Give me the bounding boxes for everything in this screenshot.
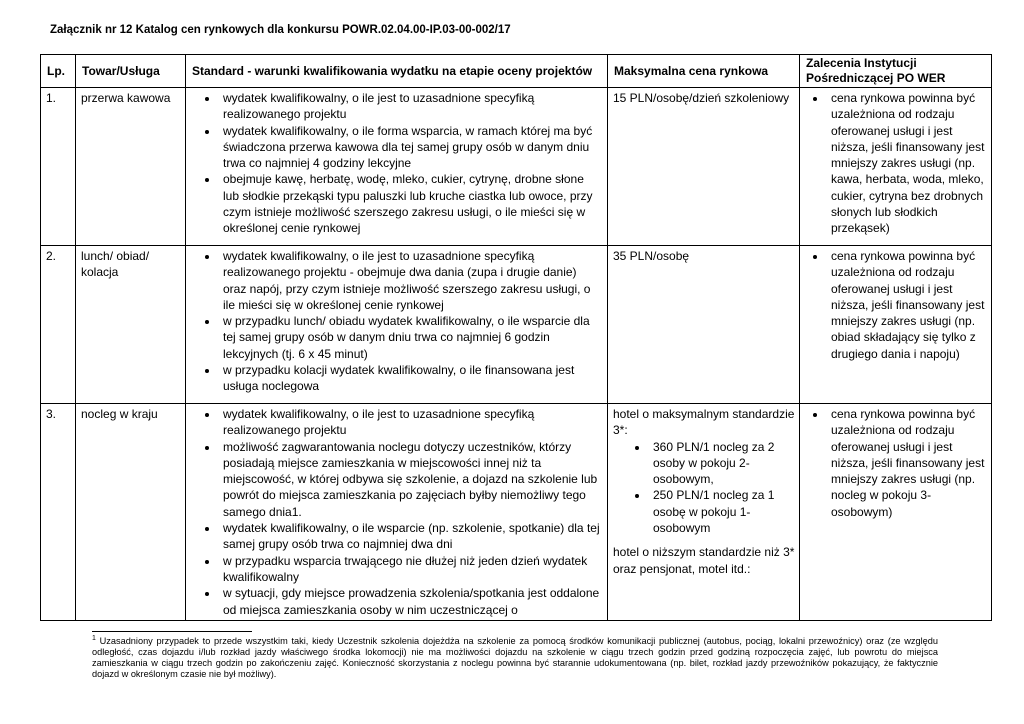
price-outro: hotel o niższym standardzie niż 3* oraz pensjonat, motel itd.: — [613, 545, 795, 576]
list-item: • cena rynkowa powinna być uzależniona od rodzaju oferowanej usługi i jest niższa, jeśli finansowany jest mniejszy zakres usługi (np. obiad składający się tylko z drugiego dania i napoju) — [827, 248, 987, 362]
footnote-marker: 1 — [92, 635, 96, 642]
table-header-row — [41, 55, 992, 88]
header-price: Maksymalna cena rynkowa — [608, 55, 800, 88]
footnote-separator — [92, 631, 252, 632]
list-item: • cena rynkowa powinna być uzależniona od rodzaju oferowanej usługi i jest niższa, jeśli finansowany jest mniejszy zakres usługi (np. nocleg w pokoju 3-osobowym) — [827, 406, 987, 520]
footnote — [92, 633, 938, 680]
list-item: • obejmuje kawę, herbatę, wodę, mleko, cukier, cytrynę, drobne słone lub słodkie przekąski typu paluszki lub kruche ciastka lub owoce, przy czym istnieje możliwość szerszego zakresu usługi, o ile mieści się w określonej cenie rynkowej — [219, 171, 603, 236]
row-price: 35 PLN/osobę — [608, 246, 800, 404]
document-title: Załącznik nr 12 Katalog cen rynkowych dla konkursu POWR.02.04.00-IP.03-00-002/17 — [50, 24, 511, 36]
list-item: • wydatek kwalifikowalny, o ile jest to uzasadnione specyfiką realizowanego projektu - obejmuje dwa dania (zupa i drugie danie) oraz napój, przy czym istnieje możliwość szerszego zakresu usługi, o ile mieści się w określonej cenie rynkowej — [219, 248, 603, 313]
list-item: • w sytuacji, gdy miejsce prowadzenia szkolenia/spotkania jest oddalone od miejsca zamieszkania osoby w nim uczestniczącej o — [219, 585, 603, 618]
header-lp: Lp. — [41, 55, 76, 88]
row-standard — [186, 404, 608, 621]
row-item: nocleg w kraju — [76, 404, 186, 621]
list-item: • 250 PLN/1 nocleg za 1 osobę w pokoju 1-osobowym — [649, 487, 795, 536]
row-price: 15 PLN/osobę/dzień szkoleniowy — [608, 88, 800, 246]
list-item: • w przypadku kolacji wydatek kwalifikowalny, o ile finansowana jest usługa noclegowa — [219, 362, 603, 395]
list-item: • cena rynkowa powinna być uzależniona od rodzaju oferowanej usługi i jest niższa, jeśli finansowany jest mniejszy zakres usługi (np. kawa, herbata, woda, mleko, cukier, cytryna bez drobnych słonych lub słodkich przekąsek) — [827, 90, 987, 237]
row-recommendation — [800, 88, 992, 246]
list-item: • wydatek kwalifikowalny, o ile forma wsparcia, w ramach której ma być świadczona przerwa kawowa dla tej samej grupy osób w danym dniu trwa co najmniej 4 godziny lekcyjne — [219, 123, 603, 172]
footnote-text: Uzasadniony przypadek to przede wszystkim taki, kiedy Uczestnik szkolenia dojeżdża na szkolenie za pomocą środków komunikacji publicznej (autobus, pociąg, lokalni przewoźnicy) oraz (ze względu odległość, czas dojazdu i/lub rozkład jazdy właściwego środka lokomocji) nie ma możliwości dojazdu na szkolenie w ciągu trzech godzin przed godziną rozpoczęcia zajęć, lub powrotu do miejsca zamieszkania w ciągu trzech godzin po zakończeniu zajęć. Konieczność skorzystania z noclegu powinna być starannie udokumentowana (np. bilet, rozkład jazdy przewoźników pokazujący, że faktycznie dojazd w określonym czasie nie był możliwy). — [92, 636, 938, 680]
table-row — [41, 88, 992, 246]
row-item: przerwa kawowa — [76, 88, 186, 246]
row-recommendation — [800, 246, 992, 404]
list-item: • 360 PLN/1 nocleg za 2 osoby w pokoju 2- osobowym, — [649, 439, 795, 488]
list-item: • wydatek kwalifikowalny, o ile jest to uzasadnione specyfiką realizowanego projektu — [219, 406, 603, 439]
table-row — [41, 404, 992, 621]
list-item: • wydatek kwalifikowalny, o ile wsparcie (np. szkolenie, spotkanie) dla tej samej grupy osób trwa co najmniej dwa dni — [219, 520, 603, 553]
header-recommendations: Zalecenia Instytucji Pośredniczącej PO WER — [800, 55, 992, 88]
row-number: 1. — [41, 88, 76, 246]
row-recommendation — [800, 404, 992, 621]
row-item: lunch/ obiad/ kolacja — [76, 246, 186, 404]
table-row — [41, 246, 992, 404]
price-intro: hotel o maksymalnym standardzie 3*: — [613, 407, 795, 438]
row-number: 3. — [41, 404, 76, 621]
row-standard — [186, 88, 608, 246]
price-catalog-table — [40, 54, 992, 621]
row-price — [608, 404, 800, 621]
header-standard: Standard - warunki kwalifikowania wydatku na etapie oceny projektów — [186, 55, 608, 88]
list-item: • możliwość zagwarantowania noclegu dotyczy uczestników, którzy posiadają miejsce zamieszkania w miejscowości innej niż ta miejscowość, w której odbywa się szkolenie, a dojazd na szkolenie lub powrót do miejsca zamieszkania po zajęciach byłby niemożliwy tego samego dnia1. — [219, 439, 603, 520]
row-number: 2. — [41, 246, 76, 404]
list-item: • w przypadku wsparcia trwającego nie dłużej niż jeden dzień wydatek kwalifikowalny — [219, 553, 603, 586]
list-item: • wydatek kwalifikowalny, o ile jest to uzasadnione specyfiką realizowanego projektu — [219, 90, 603, 123]
header-item: Towar/Usługa — [76, 55, 186, 88]
row-standard — [186, 246, 608, 404]
list-item: • w przypadku lunch/ obiadu wydatek kwalifikowalny, o ile wsparcie dla tej samej grupy osób w danym dniu trwa co najmniej 6 godzin lekcyjnych (tj. 6 x 45 minut) — [219, 313, 603, 362]
